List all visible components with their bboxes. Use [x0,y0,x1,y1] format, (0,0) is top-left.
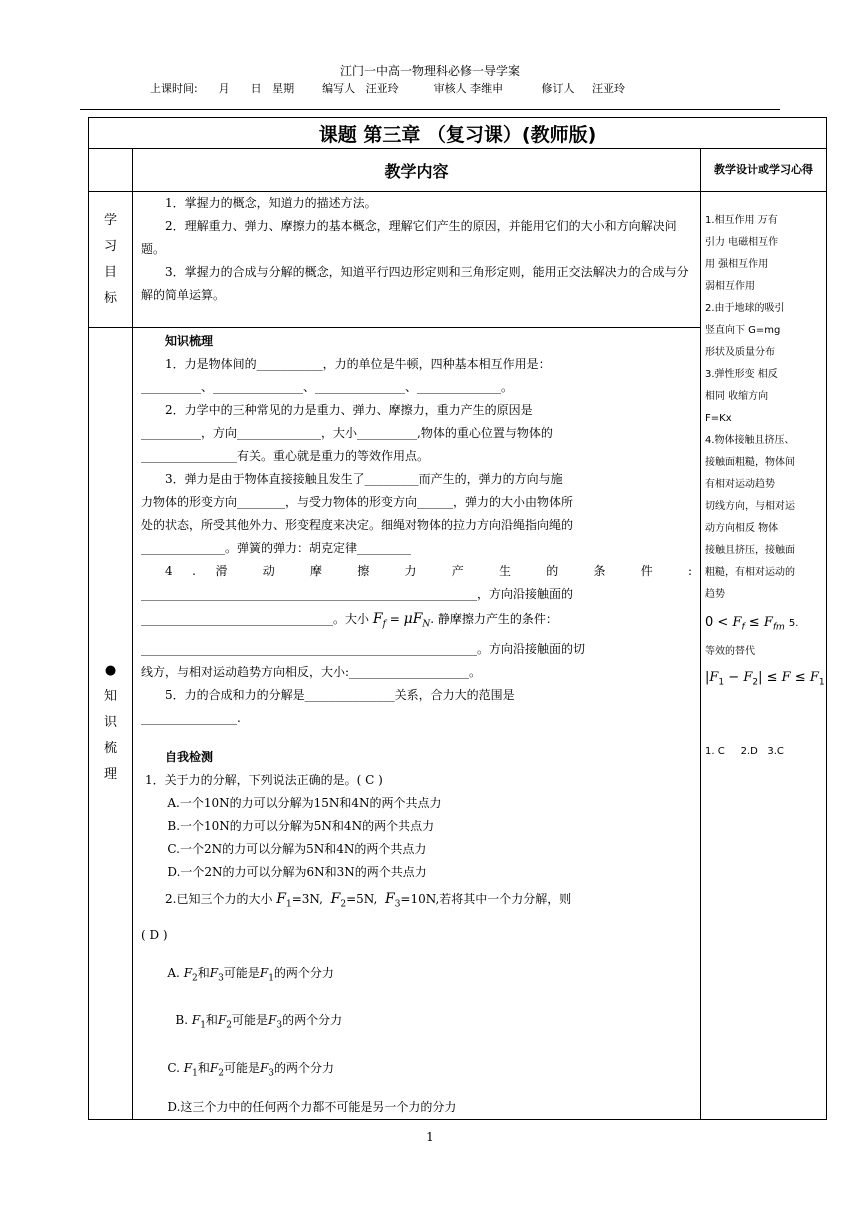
lesson-title: 课题 第三章 （复习课）(教师版) [89,118,827,149]
goal-1: 1．掌握力的概念，知道力的描述方法。 [165,196,377,210]
learning-goals [133,192,701,328]
notes-answers: 1. C 2.D 3.C [705,746,784,758]
content-header: 教学内容 [133,149,701,192]
goal-2: 2．理解重力、弹力、摩擦力的基本概念，理解它们产生的原因，并能用它们的大小和方向解决问题。 [141,219,677,256]
question-2: 2.已知三个力的大小 $F_1=3N$, $F_2=5N$, $F_3=10N$,若将其中一个力分解，则 [165,891,572,910]
lesson-table [88,117,827,1120]
question-1: 1．关于力的分解，下列说法正确的是。( C ) [145,773,383,788]
goal-3: 3．掌握力的合成与分解的概念，知道平行四边形定则和三角形定则，能用正交法解决力的合成与分解的简单运算。 [141,265,689,302]
notes-static-friction-range: $0 < F_f \le F_{fm}$ 5. [705,615,799,633]
selftest-title: 自我检测 [165,750,214,765]
notes-column: 1.相互作用 万有 引力 电磁相互作 用 强相互作用 弱相互作用 2.由于地球的吸引 竖直向下 G=mg 形状及质量分布 3.弹性形变 相反 相同 收缩方向 F=Kx 4.物体接触且挤压、 接触面粗糙，物体间 有相对运动趋势 切线方向，与相对运 动方向相反 物体 接触且挤压，接触面 粗糙，有相对运动的 趋势 $0 < F_f \le F_{fm}$ 5. 等效的替代 $|F_1 - F_2| \le F \le F_1$ 1. C 2.D 3.C [701,192,827,1120]
class-info-line: 上课时间: 月 日 星期 编写人 汪亚玲 审核人 李维申 修订人 汪亚玲 [150,82,626,95]
school-title: 江门一中高一物理科必修一导学案 [339,64,520,78]
notes-header: 教学设计或学习心得 [701,149,827,192]
header-blank-cell [89,149,133,192]
knowledge-label: ● 知 识 梳 理 [89,328,133,1120]
knowledge-section: 知识梳理 1．力是物体间的___________，力的单位是牛顿，四种基本相互作用是： __________、_______________、_______________、______________。 2．力学中的三种常见的力是重力、弹力、摩擦力，重力产生的原因是 __________，方向______________，大小__________,物体的重心位置与物体的 ________________有关。重心就是重力的等效作用点。 3．弹力是由于物体直接接触且发生了_________而产生的，弹力的方向与施 力物体的形变方向________，与受力物体的形变方向______，弹力的大小由物体所 处的状态，所受其他外力、形变程度来决定。细绳对物体的拉力方向沿绳指向绳的 ______________。弹簧的弹力：胡克定律_________ 4 . 滑 动 摩 擦 力 产 生 的 条 件 : ________________________________________________________，方向沿接触面的 ________________________________。大小 $F_f = \mu F_N$. 静摩擦力产生的条件： ________________________________________________________。方向沿接触面的切 线方，与相对运动趋势方向相反，大小:____________________。 5．力的合成和力的分解是_______________关系，合力大的范围是 ________________. 自我检测 1．关于力的分解，下列说法正确的是。( C ) A.一个10N的力可以分解为15N和4N的两个共点力 B.一个10N的力可以分解为5N和4N的两个共点力 C.一个2N的力可以分解为5N和4N的两个共点力 D.一个2N的力可以分解为6N和3N的两个共点力 2.已知三个力的大小 $F_1=3N$, $F_2=5N$, $F_3=10N$,若将其中一个力分解，则 ( D ) A. $F_2$和$F_3$可能是$F_1$的两个分力 B. $F_1$和$F_2$可能是$F_3$的两个分力 C. $F_1$和$F_2$可能是$F_3$的两个分力 D.这三个力中的任何两个力都不可能是另一个力的分力 [133,328,701,1120]
knowledge-title: 知识梳理 [165,334,214,348]
header-divider [80,109,780,110]
notes-resultant-range: $|F_1 - F_2| \le F \le F_1$ [705,669,825,688]
page-number: 1 [426,1130,434,1144]
goals-label: 学 习 目 标 [89,192,133,328]
